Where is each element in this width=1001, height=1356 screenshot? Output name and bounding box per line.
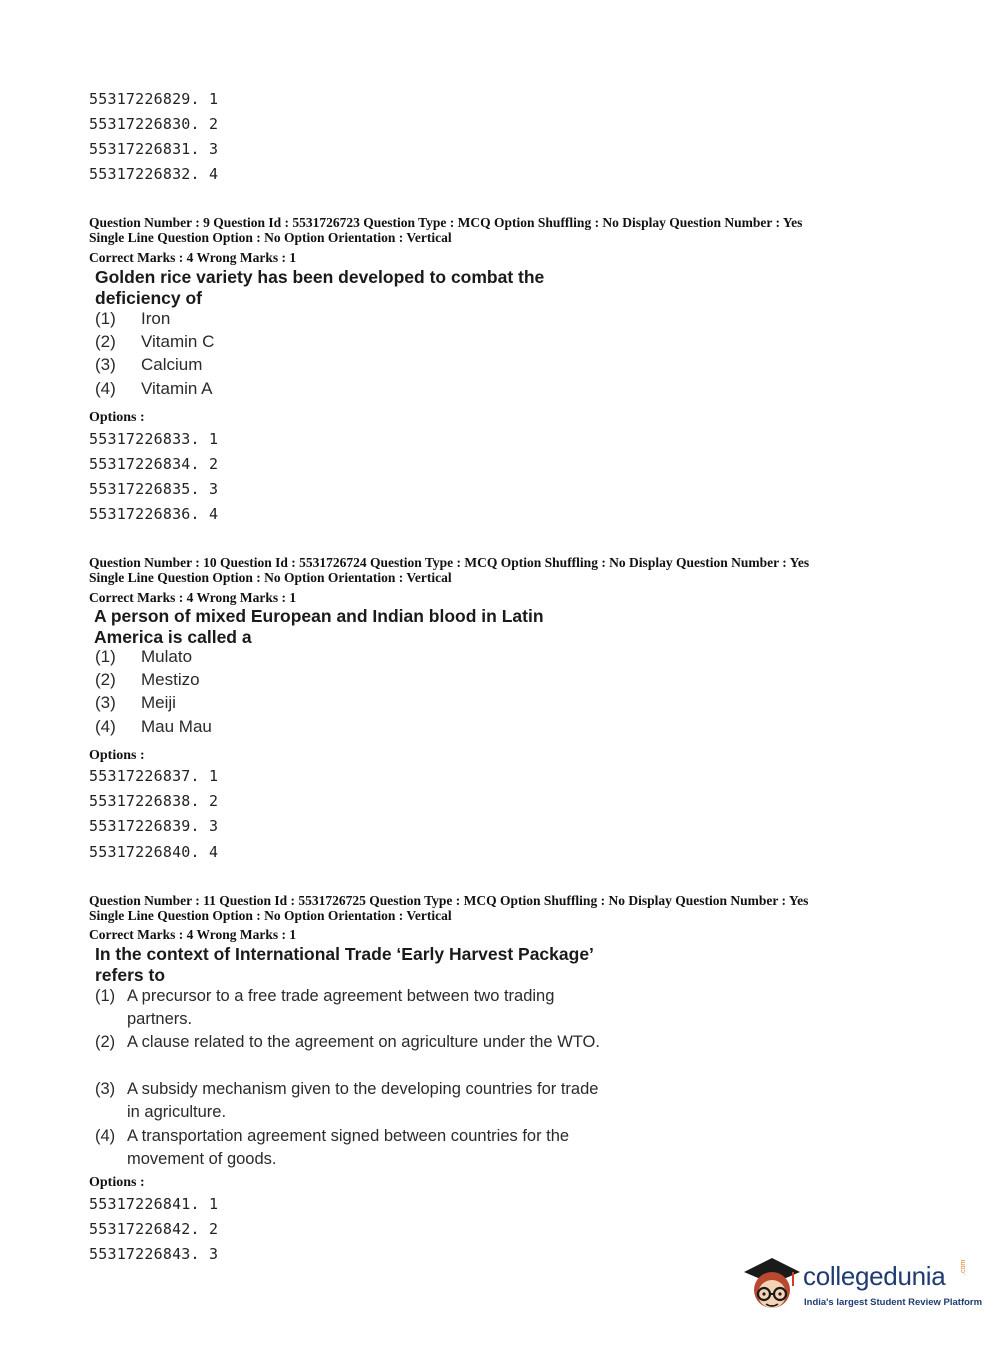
question-marks: Correct Marks : 4 Wrong Marks : 1 (89, 927, 297, 942)
choice-4: (4) Mau Mau (95, 717, 212, 736)
brand-domain: .com (960, 1259, 967, 1275)
option-code: 55317226829. 1 (89, 90, 219, 108)
question-text: Golden rice variety has been developed to combat the deficiency of (95, 267, 545, 308)
question-marks: Correct Marks : 4 Wrong Marks : 1 (89, 250, 297, 265)
options-label: Options : (89, 748, 145, 763)
question-marks: Correct Marks : 4 Wrong Marks : 1 (89, 590, 297, 605)
question-meta-2: Single Line Question Option : No Option Orientation : Vertical (89, 908, 452, 923)
brand-name: collegedunia (803, 1261, 946, 1291)
choice-2: (2) A clause related to the agreement on agriculture under the WTO. (95, 1033, 600, 1051)
option-code: 55317226840. 4 (89, 843, 219, 861)
choice-1: (1) A precursor to a free trade agreement between two trading partners. (95, 987, 555, 1028)
option-code: 55317226837. 1 (89, 767, 219, 785)
choice-3: (3) Calcium (95, 355, 203, 374)
option-code: 55317226835. 3 (89, 480, 219, 498)
option-code: 55317226836. 4 (89, 505, 219, 523)
choice-2: (2) Vitamin C (95, 332, 215, 351)
option-code: 55317226832. 4 (89, 165, 219, 183)
question-meta: Question Number : 9 Question Id : 5531726723 Question Type : MCQ Option Shuffling : No Display Question Number : Yes (89, 215, 803, 230)
option-code: 55317226843. 3 (89, 1245, 219, 1263)
choice-3: (3) Meiji (95, 693, 176, 712)
choice-3: (3) A subsidy mechanism given to the developing countries for trade in agriculture. (95, 1080, 599, 1121)
option-code: 55317226838. 2 (89, 792, 219, 810)
option-code: 55317226834. 2 (89, 455, 219, 473)
brand-tagline: India's largest Student Review Platform (804, 1297, 983, 1308)
question-meta-2: Single Line Question Option : No Option Orientation : Vertical (89, 570, 452, 585)
options-label: Options : (89, 1175, 145, 1190)
question-text: A person of mixed European and Indian blood in Latin America is called a (94, 606, 544, 647)
question-meta: Question Number : 11 Question Id : 5531726725 Question Type : MCQ Option Shuffling : No Display Question Number : Yes (89, 893, 809, 908)
choice-1: (1) Mulato (95, 647, 193, 666)
option-code: 55317226830. 2 (89, 115, 219, 133)
choice-1: (1) Iron (95, 309, 171, 328)
choice-2: (2) Mestizo (95, 670, 200, 689)
option-code: 55317226841. 1 (89, 1195, 219, 1213)
question-meta: Question Number : 10 Question Id : 5531726724 Question Type : MCQ Option Shuffling : No Display Question Number : Yes (89, 555, 810, 570)
option-code: 55317226831. 3 (89, 140, 219, 158)
question-text: In the context of International Trade ‘Early Harvest Package’ refers to (95, 944, 594, 985)
option-code: 55317226839. 3 (89, 817, 219, 835)
option-code: 55317226842. 2 (89, 1220, 219, 1238)
question-meta-2: Single Line Question Option : No Option Orientation : Vertical (89, 230, 452, 245)
options-label: Options : (89, 410, 145, 425)
choice-4: (4) A transportation agreement signed between countries for the movement of goods. (95, 1127, 570, 1168)
choice-4: (4) Vitamin A (95, 379, 213, 398)
option-code: 55317226833. 1 (89, 430, 219, 448)
